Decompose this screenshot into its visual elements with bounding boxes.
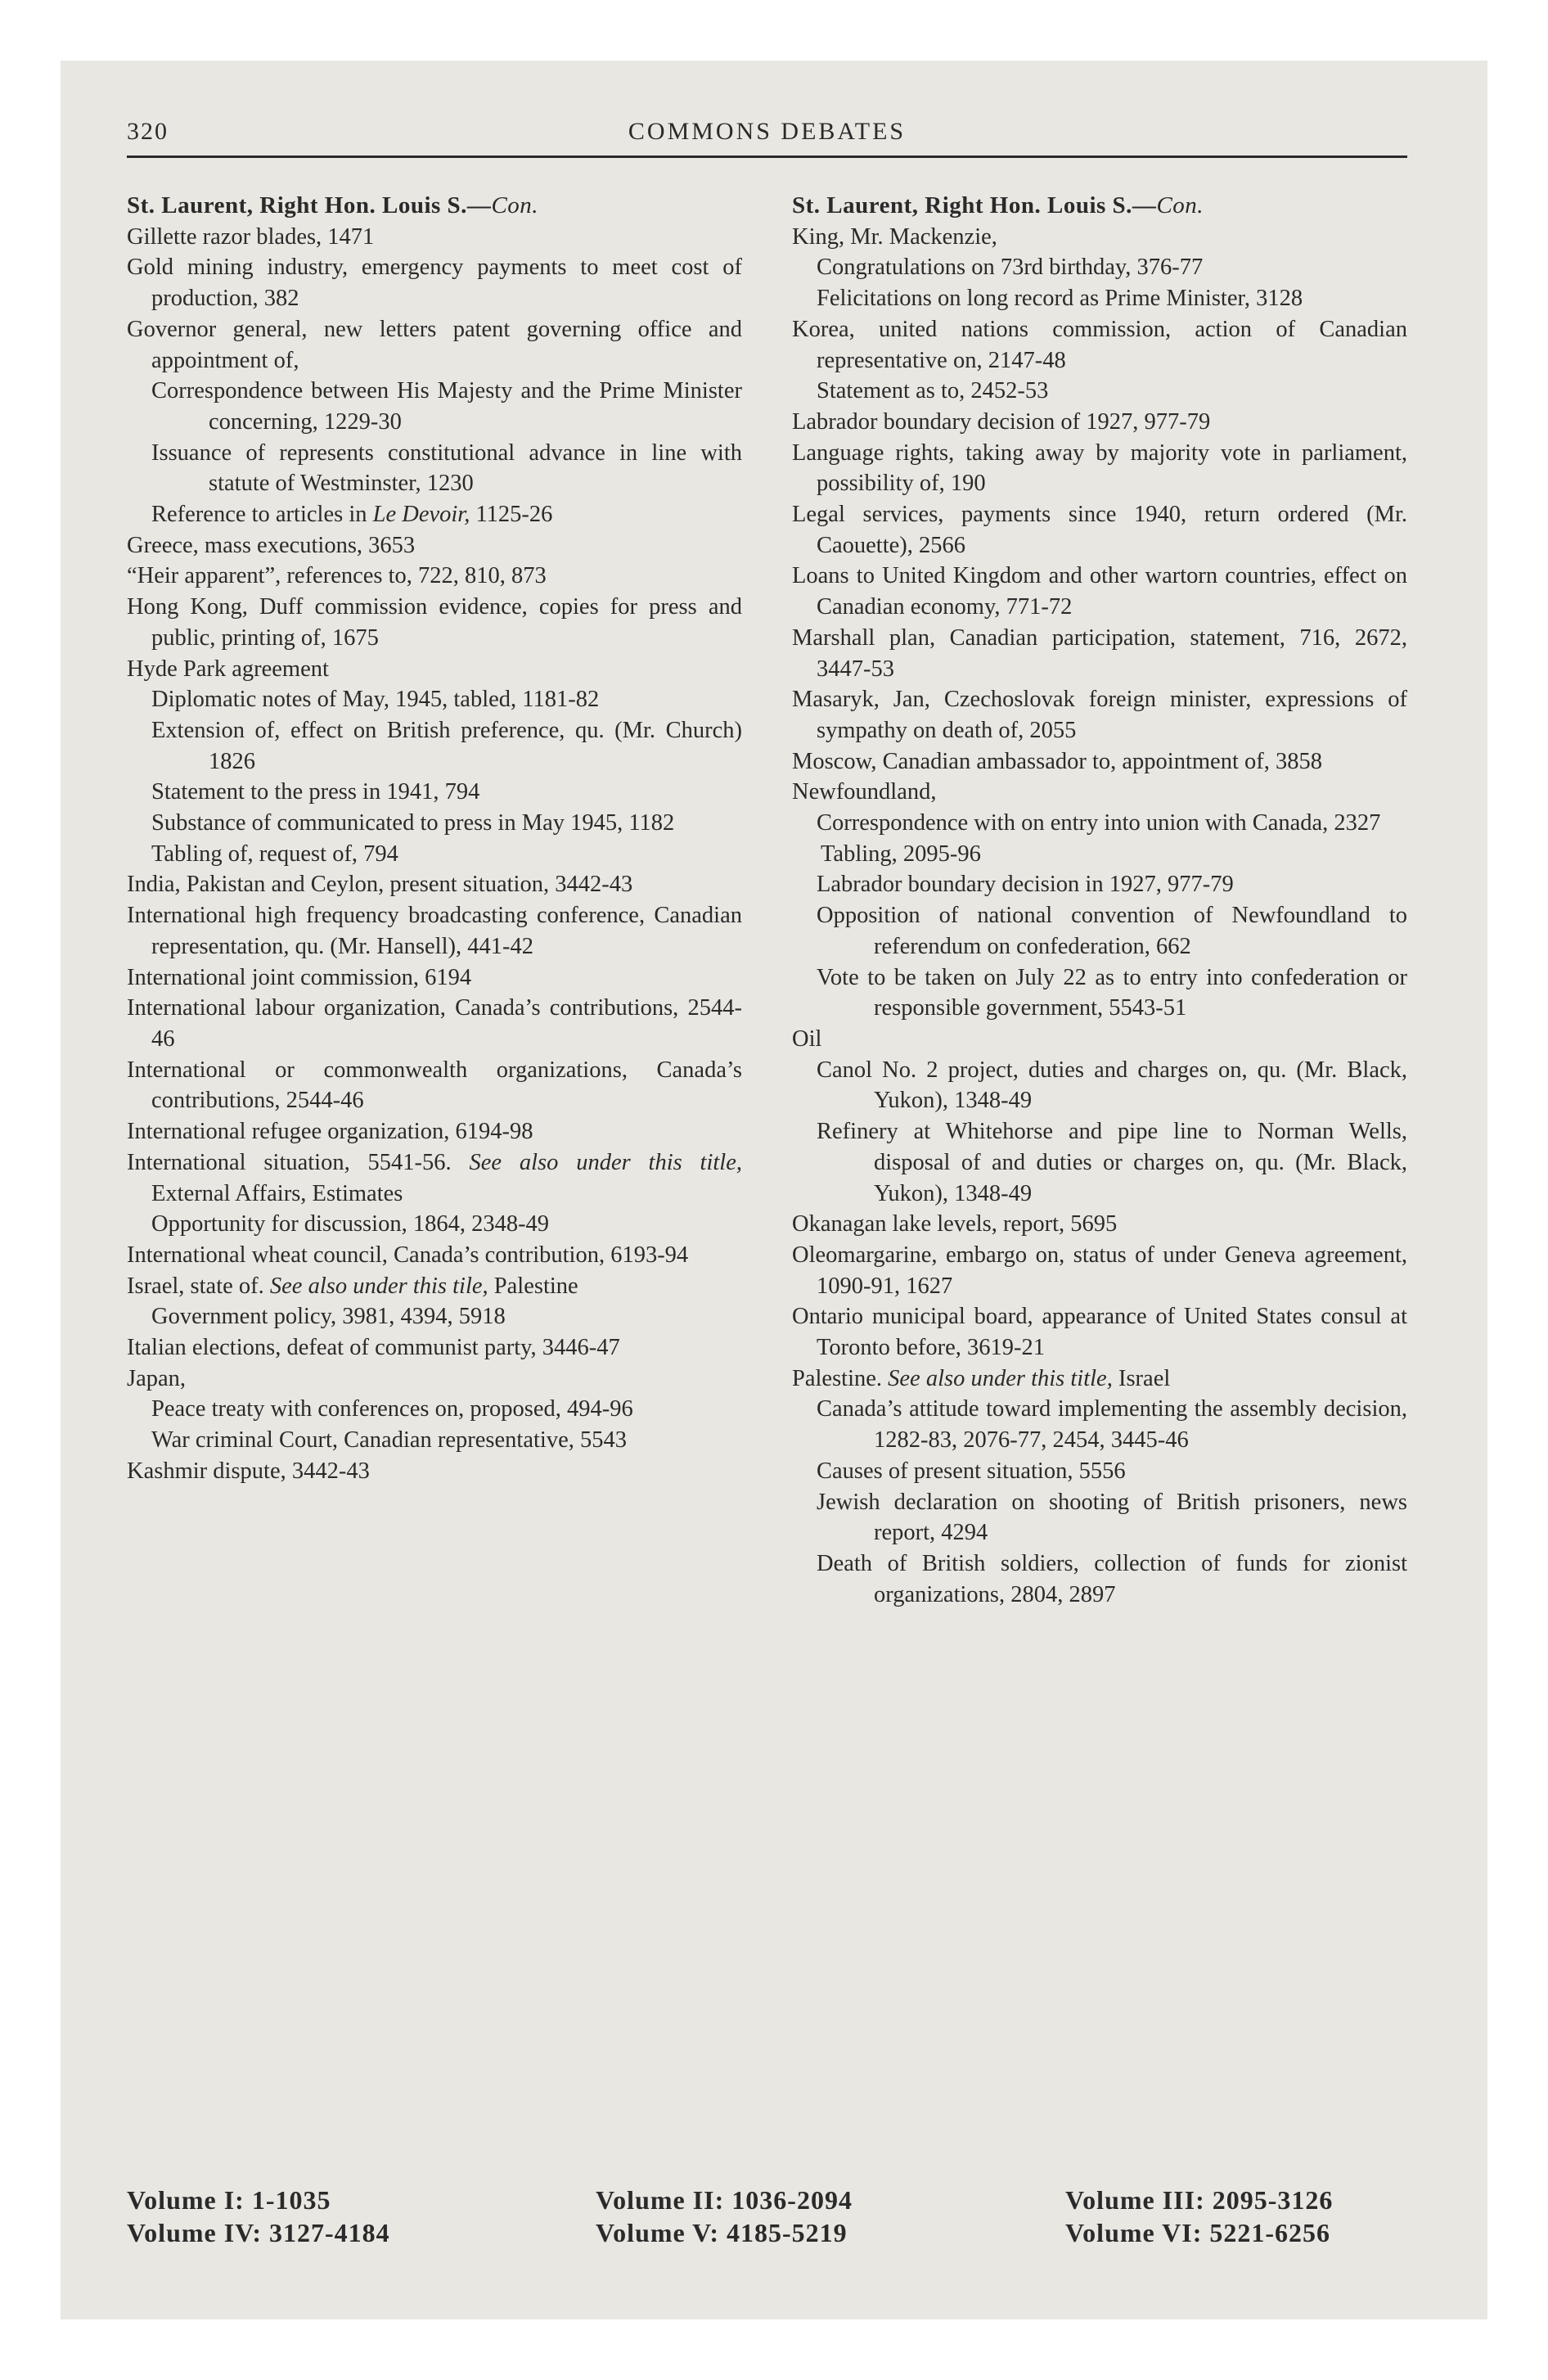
- index-subentry: Congratulations on 73rd birthday, 376-77: [817, 255, 1204, 281]
- left-entry-list: [127, 222, 742, 1487]
- index-subentry: Canada’s attitude toward implementing the assembly decision, 1282-83, 2076-77, 2454, 3445-46: [817, 1396, 1407, 1454]
- index-subentry: Peace treaty with conferences on, proposed, 494-96: [151, 1396, 633, 1422]
- index-entry: International labour organization, Canada’s contributions, 2544-46: [127, 995, 742, 1052]
- index-entry: Hyde Park agreement: [127, 656, 329, 682]
- index-entry: Legal services, payments since 1940, return ordered (Mr. Caouette), 2566: [792, 502, 1407, 558]
- index-entry: Greece, mass executions, 3653: [127, 532, 416, 558]
- index-entry: Israel, state of. See also under this tile, Palestine: [127, 1273, 578, 1299]
- volume-range: Volume III: 2095-3126: [1065, 2185, 1334, 2215]
- index-entry: India, Pakistan and Ceylon, present situation, 3442-43: [127, 872, 633, 898]
- index-entry: International joint commission, 6194: [127, 964, 472, 990]
- index-subentry: Opposition of national convention of Newfoundland to referendum on confederation, 662: [817, 903, 1407, 959]
- index-entry: Kashmir dispute, 3442-43: [127, 1458, 370, 1484]
- index-entry: Marshall plan, Canadian participation, statement, 716, 2672, 3447-53: [792, 624, 1407, 682]
- index-subentry: Correspondence between His Majesty and the Prime Minister concerning, 1229-30: [151, 378, 742, 435]
- index-page: [127, 113, 1407, 2247]
- index-entry: Oil: [792, 1025, 822, 1052]
- index-entry: Moscow, Canadian ambassador to, appointment of, 3858: [792, 748, 1322, 774]
- index-entry: International high frequency broadcasting conference, Canadian representation, qu. (Mr. Hansell), 441-42: [127, 903, 742, 959]
- volume-range: Volume IV: 3127-4184: [127, 2218, 390, 2247]
- index-subentry: Issuance of represents constitutional advance in line with statute of Westminster, 1230: [151, 439, 742, 497]
- index-entry: “Heir apparent”, references to, 722, 810, 873: [127, 563, 547, 589]
- index-subentry: Labrador boundary decision in 1927, 977-79: [817, 872, 1234, 898]
- index-entry: Loans to United Kingdom and other wartorn countries, effect on Canadian economy, 771-72: [792, 563, 1407, 620]
- index-entry: International wheat council, Canada’s contribution, 6193-94: [127, 1242, 689, 1268]
- header-rule: [127, 156, 1407, 158]
- index-subentry: Government policy, 3981, 4394, 5918: [151, 1304, 506, 1330]
- index-subentry: Causes of present situation, 5556: [817, 1458, 1126, 1484]
- footer-col-1: [127, 2184, 390, 2249]
- index-entry: Labrador boundary decision of 1927, 977-79: [792, 408, 1211, 435]
- index-entry: Oleomargarine, embargo on, status of under Geneva agreement, 1090-91, 1627: [792, 1242, 1407, 1299]
- volume-range: Volume VI: 5221-6256: [1065, 2218, 1331, 2247]
- footer-col-3: [1065, 2184, 1333, 2249]
- index-subentry: Opportunity for discussion, 1864, 2348-49: [151, 1211, 550, 1237]
- column-heading: St. Laurent, Right Hon. Louis S.—Con.: [127, 192, 539, 219]
- index-entry: Newfoundland,: [792, 779, 937, 805]
- index-subentry: Tabling, 2095-96: [821, 841, 981, 867]
- index-subentry: Correspondence with on entry into union with Canada, 2327: [817, 810, 1381, 836]
- page-number: 320: [127, 118, 169, 145]
- index-subentry: War criminal Court, Canadian representative, 5543: [151, 1427, 627, 1454]
- page-title: COMMONS DEBATES: [628, 118, 907, 145]
- index-entry: International or commonwealth organizations, Canada’s contributions, 2544-46: [127, 1057, 742, 1114]
- volume-range: Volume I: 1-1035: [127, 2185, 331, 2215]
- index-entry: Governor general, new letters patent governing office and appointment of,: [127, 316, 742, 373]
- index-entry: Italian elections, defeat of communist party, 3446-47: [127, 1335, 620, 1361]
- index-subentry: Death of British soldiers, collection of funds for zionist organizations, 2804, 2897: [817, 1550, 1407, 1607]
- right-entry-list: [792, 222, 1407, 1611]
- footer-col-2: [596, 2184, 853, 2249]
- index-subentry: Jewish declaration on shooting of British prisoners, news report, 4294: [817, 1489, 1407, 1546]
- index-entry: Gillette razor blades, 1471: [127, 223, 375, 250]
- volume-range: Volume II: 1036-2094: [596, 2185, 853, 2215]
- index-subentry: Extension of, effect on British preference, qu. (Mr. Church) 1826: [151, 717, 742, 774]
- index-subentry: Tabling of, request of, 794: [151, 841, 398, 867]
- index-entry: International refugee organization, 6194-98: [127, 1119, 533, 1145]
- index-subentry: Reference to articles in Le Devoir, 1125-26: [151, 502, 553, 528]
- index-subentry: Statement to the press in 1941, 794: [151, 779, 480, 805]
- column-heading: St. Laurent, Right Hon. Louis S.—Con.: [792, 192, 1204, 219]
- running-header: [127, 113, 1407, 156]
- index-subentry: Statement as to, 2452-53: [817, 378, 1049, 404]
- index-subentry: Diplomatic notes of May, 1945, tabled, 1181-82: [151, 687, 600, 713]
- index-columns: [127, 191, 1407, 2102]
- index-subentry: Canol No. 2 project, duties and charges on, qu. (Mr. Black, Yukon), 1348-49: [817, 1057, 1407, 1114]
- index-entry: Hong Kong, Duff commission evidence, copies for press and public, printing of, 1675: [127, 594, 742, 651]
- index-entry: Okanagan lake levels, report, 5695: [792, 1211, 1118, 1237]
- index-entry: Palestine. See also under this title, Israel: [792, 1365, 1171, 1391]
- index-entry: Masaryk, Jan, Czechoslovak foreign minister, expressions of sympathy on death of, 2055: [792, 687, 1407, 743]
- index-entry: International situation, 5541-56. See also under this title, External Affairs, Estimates: [127, 1149, 742, 1206]
- index-entry: Language rights, taking away by majority vote in parliament, possibility of, 190: [792, 439, 1407, 497]
- right-column: [792, 191, 1407, 1610]
- volume-range: Volume V: 4185-5219: [596, 2218, 848, 2247]
- index-entry: Ontario municipal board, appearance of United States consul at Toronto before, 3619-21: [792, 1304, 1407, 1361]
- index-subentry: Vote to be taken on July 22 as to entry into confederation or responsible government, 5543-51: [817, 964, 1407, 1021]
- left-column: [127, 191, 742, 1487]
- index-entry: Gold mining industry, emergency payments to meet cost of production, 382: [127, 255, 742, 312]
- index-entry: Korea, united nations commission, action of Canadian representative on, 2147-48: [792, 316, 1407, 373]
- index-subentry: Felicitations on long record as Prime Minister, 3128: [817, 286, 1303, 312]
- index-subentry: Substance of communicated to press in May 1945, 1182: [151, 810, 675, 836]
- index-subentry: Refinery at Whitehorse and pipe line to Norman Wells, disposal of and duties or charges on, qu. (Mr. Black, Yukon), 1348-49: [817, 1119, 1407, 1206]
- index-entry: King, Mr. Mackenzie,: [792, 223, 997, 250]
- index-entry: Japan,: [127, 1365, 187, 1391]
